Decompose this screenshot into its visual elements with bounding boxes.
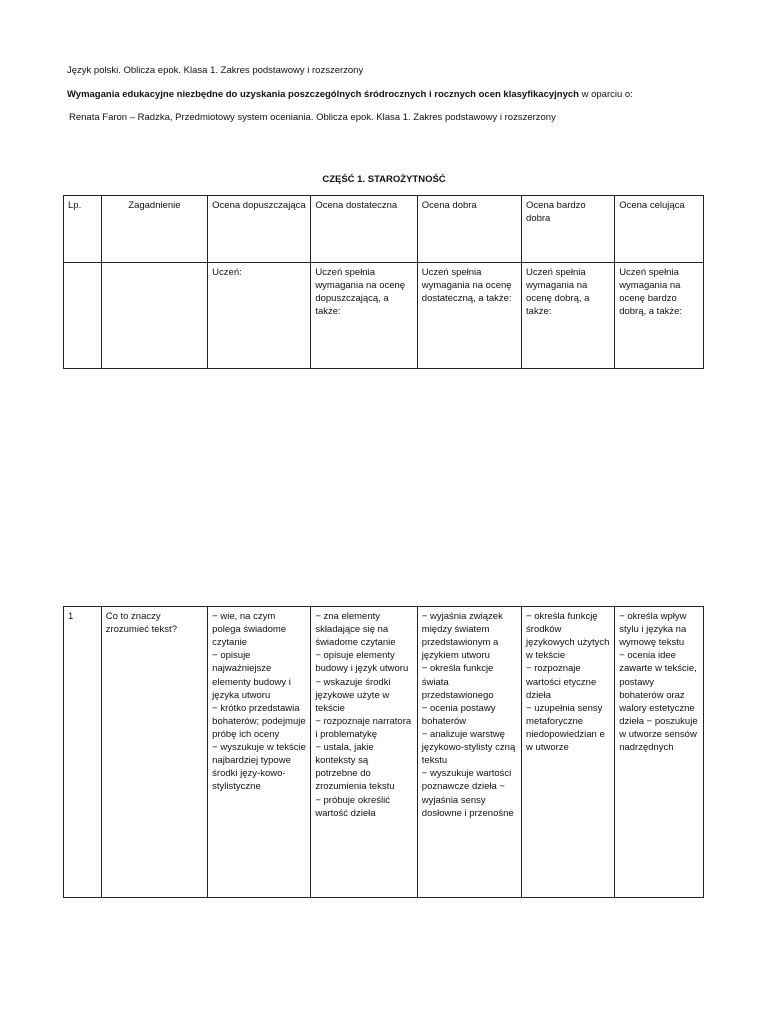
topic-cell <box>101 607 207 898</box>
requirements-dostateczna <box>311 607 417 898</box>
requirement-item: − rozpoznaje narratora i problematykę <box>315 715 412 740</box>
table-header-row <box>64 196 704 263</box>
requirement-item: − próbuje określić wartość dzieła <box>315 794 391 819</box>
column-header-dopuszczajaca <box>208 196 311 263</box>
column-header-dostateczna-label: Ocena dostateczna <box>315 200 398 211</box>
requirement-item: − wyjaśnia związek między światem przedstawionym a językiem utworu <box>421 611 503 662</box>
intro-cell-dostateczna <box>311 263 417 369</box>
requirement-item: − uzupełnia sensy metaforyczne niedopowiedzian e w utworze <box>526 702 605 754</box>
requirements-celujaca <box>615 607 704 898</box>
section-title: CZĘŚĆ 1. STAROŻYTNOŚĆ <box>322 174 446 185</box>
requirement-item: − rozpoznaje wartości etyczne dzieła <box>526 663 597 701</box>
column-header-bardzo-dobra <box>522 196 615 263</box>
requirement-item: − określa wpływ stylu i języka na wymowę tekstu <box>619 611 687 649</box>
column-header-dobra-label: Ocena dobra <box>421 200 477 211</box>
column-header-lp <box>64 196 102 263</box>
requirement-item: − zna elementy składające się na świadome czytanie <box>315 611 396 649</box>
requirement-item: − opisuje elementy budowy i język utworu <box>315 650 409 675</box>
requirement-item: − ocenia postawy bohaterów <box>421 702 496 727</box>
requirement-item: − określa funkcje świata przedstawionego <box>421 663 494 701</box>
document-requirements-line <box>67 89 633 102</box>
requirements-heading: Wymagania edukacyjne niezbędne do uzyskania poszczególnych śródrocznych i rocznych ocen klasyfikacyjnych <box>67 89 579 100</box>
document-subject-line: Język polski. Oblicza epok. Klasa 1. Zakres podstawowy i rozszerzony <box>67 65 364 76</box>
column-header-dostateczna <box>311 196 417 263</box>
column-header-bardzo-dobra-label: Ocena bardzo dobra <box>526 200 586 225</box>
requirement-item: − ustala, jakie konteksty są potrzebne do zrozumienia tekstu <box>315 742 395 793</box>
intro-text-dobra: Uczeń spełnia wymagania na ocenę dostateczną, a także: <box>421 267 512 305</box>
requirements-bardzo-dobra <box>522 607 615 898</box>
grades-content-table <box>63 606 704 898</box>
requirement-item: − analizuje warstwę językowo-stylisty czną tekstu <box>421 728 516 767</box>
intro-text-celujaca: Uczeń spełnia wymagania na ocenę bardzo dobrą, a także: <box>619 267 683 318</box>
document-source-line: Renata Faron – Radzka, Przedmiotowy system oceniania. Oblicza epok. Klasa 1. Zakres podstawowy i rozszerzony <box>69 112 556 123</box>
requirement-item: − wyszukuje w tekście najbardziej typowe środki języ-kowo-stylistyczne <box>212 742 306 793</box>
intro-cell-bardzo-dobra <box>522 263 615 369</box>
table-intro-row <box>64 263 704 369</box>
column-header-celujaca <box>615 196 704 263</box>
requirement-item: − opisuje najważniejsze elementy budowy i języka utworu <box>212 650 291 701</box>
intro-cell-zagadnienie <box>101 263 207 369</box>
requirement-item: − ocenia idee zawarte w tekście, postawy bohaterów oraz walory estetyczne dzieła − poszukuje w utworze sensów nadrzędnych <box>619 650 698 754</box>
requirement-item: − wskazuje środki językowe użyte w tekście <box>315 676 391 714</box>
intro-text-dostateczna: Uczeń spełnia wymagania na ocenę dopuszczającą, a także: <box>315 267 406 318</box>
requirement-item: − wyszukuje wartości poznawcze dzieła − wyjaśnia sensy dosłowne i przenośne <box>421 768 514 819</box>
intro-cell-dobra <box>417 263 521 369</box>
requirement-item: − określa funkcję środków językowych użytych w tekście <box>526 611 610 662</box>
grades-header-table <box>63 195 704 369</box>
column-header-celujaca-label: Ocena celująca <box>619 200 685 211</box>
column-header-dopuszczajaca-label: Ocena dopuszczająca <box>212 200 306 211</box>
intro-text-bardzo-dobra: Uczeń spełnia wymagania na ocenę dobrą, a także: <box>526 267 590 318</box>
row-number-cell <box>64 607 102 898</box>
intro-text-dopuszczajaca: Uczeń: <box>212 267 242 278</box>
requirements-dobra <box>417 607 521 898</box>
intro-cell-lp <box>64 263 102 369</box>
column-header-zagadnienie <box>101 196 207 263</box>
column-header-dobra <box>417 196 521 263</box>
requirement-item: − krótko przedstawia bohaterów; podejmuje próbę ich oceny <box>212 702 306 740</box>
topic-text: Co to znaczy zrozumieć tekst? <box>105 611 177 636</box>
table-row <box>64 607 704 898</box>
requirements-heading-suffix: w oparciu o: <box>578 89 633 100</box>
requirement-item: − wie, na czym polega świadome czytanie <box>212 611 287 649</box>
intro-cell-dopuszczajaca <box>208 263 311 369</box>
row-number: 1 <box>68 611 74 622</box>
requirements-dopuszczajaca <box>208 607 311 898</box>
column-header-lp-label: Lp. <box>68 200 82 211</box>
column-header-zagadnienie-label: Zagadnienie <box>128 200 181 211</box>
intro-cell-celujaca <box>615 263 704 369</box>
